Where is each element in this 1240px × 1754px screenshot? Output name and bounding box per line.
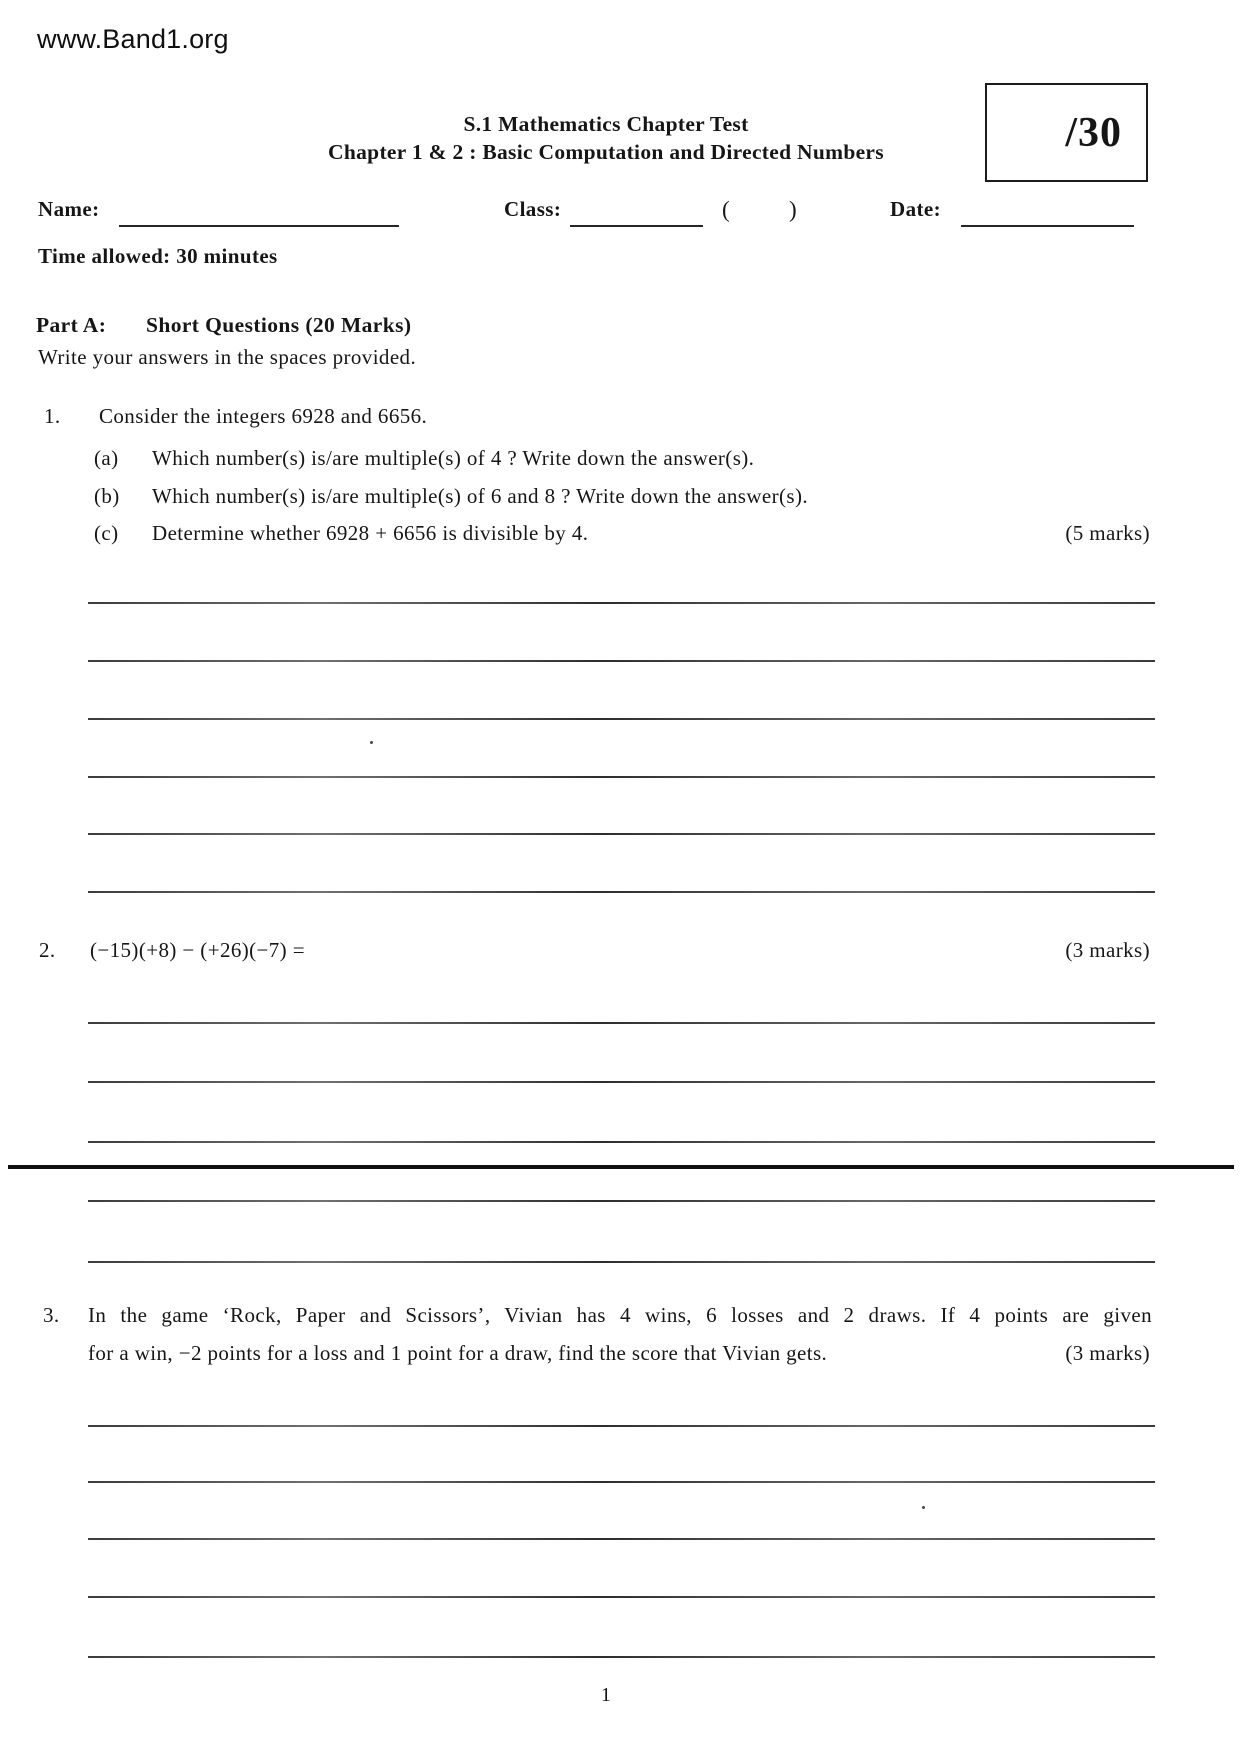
part-a-heading-label: Part A:	[36, 313, 107, 337]
question-3-number: 3.	[43, 1303, 60, 1327]
question-3-marks: (3 marks)	[1065, 1341, 1150, 1365]
question-2-text: (−15)(+8) − (+26)(−7) =	[90, 938, 305, 962]
answer-line	[88, 833, 1155, 835]
class-number-paren-open: (	[722, 197, 731, 222]
part-a-heading-title: Short Questions (20 Marks)	[146, 313, 412, 337]
website-watermark: www.Band1.org	[37, 24, 229, 54]
answer-line	[88, 1481, 1155, 1483]
question-1c-text: Determine whether 6928 + 6656 is divisible by 4.	[152, 521, 589, 545]
answer-line	[88, 1538, 1155, 1540]
question-1-marks: (5 marks)	[1065, 521, 1150, 545]
class-number-paren-close: )	[789, 197, 798, 222]
name-blank-line	[119, 225, 399, 227]
class-label: Class:	[504, 197, 562, 221]
part-a-instruction: Write your answers in the spaces provided.	[38, 345, 417, 369]
answer-line	[88, 1141, 1155, 1143]
scan-fold-line	[8, 1165, 1234, 1169]
answer-line	[88, 1425, 1155, 1427]
answer-line	[88, 891, 1155, 893]
question-1a-label: (a)	[94, 446, 119, 470]
question-1b-text: Which number(s) is/are multiple(s) of 6 and 8 ? Write down the answer(s).	[152, 484, 809, 508]
question-2-number: 2.	[39, 938, 56, 962]
name-label: Name:	[38, 197, 100, 221]
question-1b-label: (b)	[94, 484, 120, 508]
answer-line	[88, 1656, 1155, 1658]
scan-speck	[922, 1506, 925, 1509]
question-1a-text: Which number(s) is/are multiple(s) of 4 ? Write down the answer(s).	[152, 446, 755, 470]
question-1-text: Consider the integers 6928 and 6656.	[99, 404, 428, 428]
answer-line	[88, 1200, 1155, 1202]
class-blank-line	[570, 225, 703, 227]
answer-line	[88, 776, 1155, 778]
question-1c-label: (c)	[94, 521, 119, 545]
answer-line	[88, 660, 1155, 662]
scan-speck	[370, 741, 373, 744]
answer-line	[88, 602, 1155, 604]
time-allowed: Time allowed: 30 minutes	[38, 244, 278, 268]
answer-line	[88, 1081, 1155, 1083]
answer-line	[88, 1596, 1155, 1598]
score-total: /30	[1065, 109, 1122, 156]
answer-line	[88, 1261, 1155, 1263]
question-1-number: 1.	[44, 404, 61, 428]
question-3-text-line1: In the game ‘Rock, Paper and Scissors’, Vivian has 4 wins, 6 losses and 2 draws. If 4 points are given	[88, 1303, 1152, 1327]
question-2-marks: (3 marks)	[1065, 938, 1150, 962]
paper-subtitle: Chapter 1 & 2 : Basic Computation and Directed Numbers	[328, 140, 884, 164]
question-3-text-line2: for a win, −2 points for a loss and 1 point for a draw, find the score that Vivian gets.	[88, 1341, 828, 1365]
date-label: Date:	[890, 197, 941, 221]
page-number: 1	[600, 1684, 612, 1706]
answer-line	[88, 1022, 1155, 1024]
date-blank-line	[961, 225, 1134, 227]
answer-line	[88, 718, 1155, 720]
paper-title: S.1 Mathematics Chapter Test	[463, 112, 749, 136]
